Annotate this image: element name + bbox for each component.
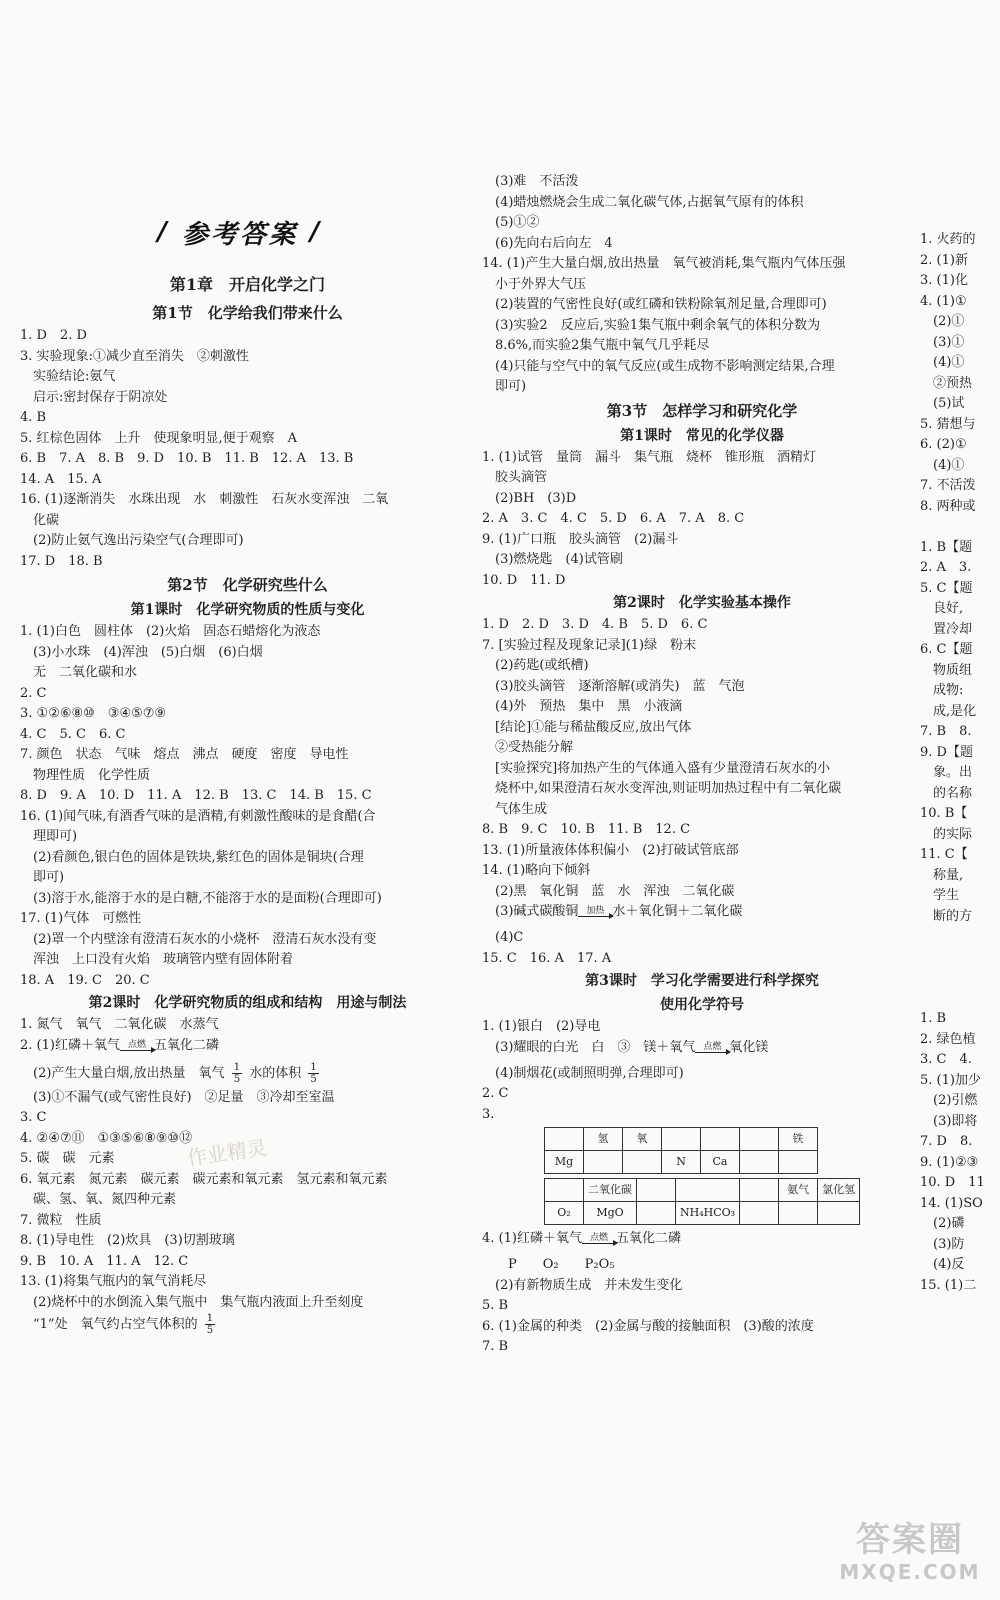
- table-cell: 氯化氢: [818, 1179, 860, 1202]
- reaction-arrow: 加热: [578, 906, 612, 917]
- answer-line: 3. ①②⑥⑧⑩ ③④⑤⑦⑨: [20, 706, 167, 721]
- table-cell: 氢: [584, 1128, 623, 1151]
- answer-line: 7. B: [482, 1339, 509, 1354]
- answer-line: 10. D 11. D: [482, 572, 566, 588]
- answer-line: (3)①: [920, 334, 965, 350]
- answer-line: 8. D 9. A 10. D 11. A 12. B 13. C 14. B 15. C: [20, 788, 372, 803]
- answer-line: 16. (1)逐渐消失 水珠出现 水 刺激性 石灰水变浑浊 二氧: [20, 492, 389, 507]
- section-heading: 第2节 化学研究些什么: [167, 576, 328, 594]
- answer-line-fraction: “1”处 氧气约占空气体积的 $\frac{1}{5}$: [20, 1313, 214, 1336]
- section1-answers: [20, 326, 475, 572]
- lesson-heading: 第2课时 化学实验基本操作: [613, 595, 791, 611]
- answer-line: [920, 968, 1000, 989]
- answer-line: 7. B 8.: [920, 724, 972, 739]
- table-cell: 铁: [779, 1128, 818, 1151]
- answer-line: 断的方: [920, 908, 973, 924]
- table-cell: [818, 1202, 860, 1225]
- table-cell: Ca: [701, 1151, 740, 1174]
- answer-line: 7. 不活泼: [920, 478, 976, 493]
- answer-line: 2. (1)新: [920, 252, 968, 268]
- reaction-arrow: 点燃: [695, 1042, 729, 1053]
- answer-line: 4. (1)①: [920, 293, 967, 309]
- answer-line: (3)实验2 反应后,实验1集气瓶中剩余氧气的体积分数为: [482, 317, 821, 333]
- answer-line: (4)蜡烛燃烧会生成二氧化碳气体,占据氧气原有的体积: [482, 194, 804, 210]
- answer-line-equation: 2. (1)红磷＋氧气 点燃 五氧化二磷: [20, 1037, 219, 1053]
- answer-line: (2)引燃: [920, 1093, 978, 1108]
- lesson1-answers: [482, 448, 922, 592]
- table-cell: N: [662, 1151, 701, 1174]
- lesson-heading: 第1课时 常见的化学仪器: [620, 427, 784, 444]
- answer-line: (4)只能与空气中的氧气反应(或生成物不影响测定结果,合理: [482, 358, 835, 374]
- table-cell: 氨气: [779, 1179, 818, 1202]
- answer-line: [920, 517, 1000, 538]
- table-cell: [662, 1128, 701, 1151]
- right-column-clipped: [920, 230, 1000, 1296]
- chapter-heading: 第1章 开启化学之门: [169, 275, 326, 294]
- table-cell: O₂: [545, 1202, 584, 1225]
- answer-line: 成,是化: [920, 703, 977, 719]
- answer-line: 小于外界大气压: [482, 276, 587, 292]
- answer-line: (3)溶于水,能溶于水的是白糖,不能溶于水的是面粉(合理即可): [20, 890, 382, 906]
- answer-line: 3. C 4.: [920, 1052, 972, 1067]
- answer-line: 9. B 10. A 11. A 12. C: [20, 1253, 189, 1269]
- answer-line: (3)胶头滴管 逐渐溶解(或消失) 蓝 气泡: [482, 678, 745, 694]
- table-cell: [740, 1202, 779, 1225]
- lesson2-answers: [482, 615, 922, 902]
- answer-line: 8. (1)导电性 (2)炊具 (3)切割玻璃: [20, 1233, 235, 1248]
- table-cell: [637, 1202, 676, 1225]
- answer-line: (3)即将: [920, 1113, 978, 1129]
- answer-line: [920, 927, 1000, 948]
- answer-line: 4. ②④⑦⑪ ①③⑤⑥⑧⑨⑩⑫: [20, 1130, 193, 1146]
- answer-line: 1. B【题: [920, 539, 973, 555]
- continued-answers: [482, 172, 922, 398]
- answer-line: 3. 实验现象:①减少直至消失 ②刺激性: [20, 348, 249, 364]
- table-cell: NH₄HCO₃: [676, 1202, 740, 1225]
- answer-line: (2)看颜色,银白色的固体是铁块,紫红色的固体是铜块(合理: [20, 849, 364, 865]
- table-cell: [637, 1179, 676, 1202]
- answer-line: 1. 氮气 氧气 二氧化碳 水蒸气: [20, 1017, 219, 1032]
- table-cell: [740, 1179, 779, 1202]
- answer-line: (3)防: [920, 1236, 965, 1252]
- answer-line: 5. C【题: [920, 580, 973, 596]
- answer-line: (4)①: [920, 355, 965, 370]
- answer-line: (3)①不漏气(或气密性良好) ②足量 ③冷却至室温: [20, 1089, 335, 1105]
- lesson3-answers: [482, 1064, 922, 1126]
- answer-line: 1. D 2. D 3. D 4. B 5. D 6. C: [482, 617, 708, 632]
- answer-line: 8. B 9. C 10. B 11. B 12. C: [482, 822, 691, 837]
- faint-watermark-stamp: 作业精灵: [185, 1135, 269, 1171]
- answer-line: [结论]①能与稀盐酸反应,放出气体: [482, 719, 692, 735]
- fraction: $\frac{1}{5}$: [310, 1061, 317, 1085]
- answer-line: 2. C: [20, 685, 47, 701]
- answer-line-equation: (3)碱式碳酸铜 加热 水＋氧化铜＋二氧化碳: [482, 904, 743, 919]
- answer-line: 6. 氧元素 氮元素 碳元素 碳元素和氧元素 氢元素和氧元素: [20, 1171, 388, 1187]
- answer-line: 14. (1)SO: [920, 1195, 983, 1211]
- table-cell: [740, 1128, 779, 1151]
- table-cell: Mg: [545, 1151, 584, 1174]
- answer-line: 象。出: [920, 765, 973, 780]
- answer-line: 14. A 15. A: [20, 471, 102, 487]
- lesson1-answers: [20, 622, 475, 991]
- answer-line: 称量,: [920, 867, 964, 883]
- answer-line: (3)小水珠 (4)浑浊 (5)白烟 (6)白烟: [20, 644, 263, 660]
- lesson-heading: 使用化学符号: [660, 997, 744, 1013]
- answer-line-equation: 4. (1)红磷＋氧气 点燃 五氧化二磷: [482, 1231, 681, 1246]
- answer-line: 4. C 5. C 6. C: [20, 726, 126, 742]
- answer-line: (4)外 预热 集中 黑 小液滴: [482, 699, 683, 714]
- answer-line: (2)①: [920, 314, 965, 329]
- answer-line: 物理性质 化学性质: [20, 767, 151, 783]
- table-cell: [740, 1151, 779, 1174]
- answer-lines: [482, 928, 922, 969]
- table-cell: [584, 1151, 623, 1174]
- answer-line: 1. (1)试管 量筒 漏斗 集气瓶 烧杯 锥形瓶 酒精灯: [482, 449, 816, 465]
- answer-line: 16. (1)闻气味,有酒香气味的是酒精,有刺激性酸味的是食醋(合: [20, 808, 376, 824]
- answer-line: 即可): [20, 870, 65, 885]
- table-cell: [623, 1151, 662, 1174]
- answer-line: P O₂ P₂O₅: [482, 1257, 615, 1272]
- answer-line: 11. C【: [920, 847, 968, 862]
- answer-line: (6)先向右后向左 4: [482, 235, 613, 251]
- answer-line: 7. [实验过程及现象记录](1)绿 粉末: [482, 637, 697, 653]
- answer-line: 6. B 7. A 8. B 9. D 10. B 11. B 12. A 13. B: [20, 451, 354, 466]
- answer-line: 1. (1)银白 (2)导电: [482, 1019, 601, 1034]
- answer-line: (4)反: [920, 1257, 965, 1272]
- lesson-heading: 第2课时 化学研究物质的组成和结构 用途与制法: [88, 995, 407, 1011]
- table-cell: 氧: [623, 1128, 662, 1151]
- reaction-arrow: 点燃: [582, 1233, 616, 1244]
- answer-line: [实验探究]将加热产生的气体通入盛有少量澄清石灰水的小: [482, 760, 831, 776]
- answer-line: (4)制烟花(或制照明弹,合理即可): [482, 1065, 684, 1081]
- answer-line: [920, 989, 1000, 1010]
- answer-line-equation: (3)耀眼的白光 白 ③ 镁＋氧气 点燃 氧化镁: [482, 1039, 769, 1055]
- answer-line: ②受热能分解: [482, 740, 574, 755]
- table-cell: [676, 1179, 740, 1202]
- answer-line: 9. (1)②③: [920, 1154, 979, 1170]
- answer-line: 成物:: [920, 683, 964, 698]
- answer-line: (3)燃烧匙 (4)试管刷: [482, 552, 623, 567]
- answer-line: (2)药匙(或纸槽): [482, 658, 589, 673]
- answer-line: 的名称: [920, 785, 973, 801]
- lesson-heading: 第1课时 化学研究物质的性质与变化: [130, 602, 365, 618]
- answer-line: 6. C【题: [920, 642, 973, 657]
- answer-line: 5. (1)加少: [920, 1072, 981, 1088]
- answer-line: 1. B: [920, 1011, 947, 1026]
- answer-line: 2. C: [482, 1086, 509, 1101]
- answer-line: 18. A 19. C 20. C: [20, 972, 150, 988]
- answer-line: 置冷却: [920, 621, 973, 637]
- answer-line: (5)①②: [482, 215, 540, 230]
- answer-line: 碳、氢、氧、氮四种元素: [20, 1192, 177, 1207]
- answer-line: 14. (1)略向下倾斜: [482, 863, 591, 878]
- answer-line: 17. D 18. B: [20, 553, 103, 569]
- answer-title-banner: / 参考答案 /: [125, 212, 355, 252]
- lesson3-answers: [482, 1017, 922, 1038]
- answer-line: 学生: [920, 888, 960, 903]
- table-cell: [545, 1128, 584, 1151]
- table-cell: MgO: [584, 1202, 637, 1225]
- answer-line: 15. C 16. A 17. A: [482, 950, 612, 966]
- answer-line: 10. D 11: [920, 1175, 985, 1190]
- answer-line: 13. (1)将集气瓶内的氧气消耗尽: [20, 1274, 207, 1289]
- answer-line: 烧杯中,如果澄清石灰水变浑浊,则证明加热过程中有二氧化碳: [482, 781, 842, 796]
- answer-line: 3. C: [20, 1110, 47, 1125]
- reaction-arrow: 点燃: [120, 1040, 154, 1051]
- answer-line: 9. D【题: [920, 744, 973, 760]
- answer-line: 17. (1)气体 可燃性: [20, 911, 142, 926]
- answer-line: [920, 948, 1000, 969]
- answer-line: 5. B: [482, 1298, 509, 1313]
- answer-title: 参考答案: [181, 219, 298, 250]
- answer-line: 6. (2)①: [920, 437, 967, 452]
- answer-lines: [482, 1276, 922, 1358]
- element-table: [544, 1127, 818, 1174]
- answer-line: 7. 微粒 性质: [20, 1212, 102, 1228]
- answer-line: 14. (1)产生大量白烟,放出热量 氧气被消耗,集气瓶内气体压强: [482, 256, 846, 271]
- section-heading: 第1节 化学给我们带来什么: [152, 304, 343, 322]
- answer-line: (4)C: [482, 930, 524, 945]
- answer-line: (2)防止氨气逸出污染空气(合理即可): [20, 533, 244, 548]
- answer-line: 胶头滴管: [482, 470, 548, 485]
- answer-line: ②预热: [920, 375, 973, 391]
- site-watermark: 答案圈 MXQE.COM: [839, 1520, 981, 1584]
- answer-line: 良好,: [920, 601, 964, 616]
- answer-line: 13. (1)所量液体体积偏小 (2)打破试管底部: [482, 842, 739, 858]
- answer-line: (4)①: [920, 457, 965, 473]
- table-cell: [545, 1179, 584, 1202]
- answer-line: 即可): [482, 379, 527, 394]
- answer-line: 物质组: [920, 662, 973, 678]
- answer-line: 2. A 3. C 4. C 5. D 6. A 7. A 8. C: [482, 511, 745, 526]
- answer-line: (2)BH (3)D: [482, 490, 577, 506]
- answer-line: 1. (1)白色 圆柱体 (2)火焰 固态石蜡熔化为液态: [20, 624, 321, 639]
- answer-line: 理即可): [20, 829, 78, 844]
- answer-line: 1. 火药的: [920, 232, 976, 247]
- answer-line: 6. (1)金属的种类 (2)金属与酸的接触面积 (3)酸的浓度: [482, 1318, 814, 1334]
- answer-line: 10. B【: [920, 806, 968, 821]
- answer-line: 5. 红棕色固体 上升 使现象明显,便于观察 A: [20, 430, 298, 446]
- answer-line: 8.6%,而实验2集气瓶中氧气几乎耗尽: [482, 338, 710, 353]
- answer-line: 3. (1)化: [920, 273, 968, 288]
- compound-table: [544, 1178, 860, 1225]
- answer-line: 2. A 3.: [920, 560, 972, 575]
- answer-line: (2)装置的气密性良好(或红磷和铁粉除氧剂足量,合理即可): [482, 297, 827, 312]
- answer-line: 7. 颜色 状态 气味 熔点 沸点 硬度 密度 导电性: [20, 747, 349, 762]
- answer-line: 实验结论:氨气: [20, 369, 116, 384]
- answer-line: 9. (1)广口瓶 胶头滴管 (2)漏斗: [482, 531, 679, 547]
- answer-line: 5. 猜想与: [920, 416, 976, 432]
- lesson-heading: 第3课时 学习化学需要进行科学探究: [585, 973, 819, 989]
- middle-column: [482, 172, 922, 1358]
- answer-line: (2)黑 氧化铜 蓝 水 浑浊 二氧化碳: [482, 883, 735, 899]
- answer-line: (2)磷: [920, 1216, 965, 1231]
- table-cell: [779, 1202, 818, 1225]
- answer-line: 的实际: [920, 826, 973, 842]
- answer-line: 启示:密封保存于阴凉处: [20, 389, 168, 405]
- section-heading: 第3节 怎样学习和研究化学: [606, 401, 798, 420]
- element-table-block: [482, 1127, 922, 1225]
- answer-line: (3)难 不活泼: [482, 174, 579, 189]
- table-cell: [779, 1151, 818, 1174]
- answer-line: 15. (1)二: [920, 1277, 977, 1293]
- table-cell: 二氧化碳: [584, 1179, 637, 1202]
- answer-line: 8. 两种或: [920, 498, 976, 514]
- fraction: $\frac{1}{5}$: [233, 1061, 241, 1085]
- answer-line: 7. D 8.: [920, 1134, 973, 1149]
- answer-line: 5. 碳 碳 元素: [20, 1151, 115, 1166]
- answer-line: 气体生成: [482, 801, 548, 817]
- fraction: $\frac{1}{5}$: [206, 1313, 214, 1336]
- answer-line: 化碳: [20, 512, 60, 528]
- answer-line: 浑浊 上口没有火焰 玻璃管内壁有固体附着: [20, 952, 294, 967]
- answer-line: (2)有新物质生成 并未发生变化: [482, 1277, 683, 1293]
- answer-line: 2. 绿色植: [920, 1031, 976, 1047]
- answer-line: 1. D 2. D: [20, 328, 87, 343]
- answer-line: 无 二氧化碳和水: [20, 665, 138, 680]
- answer-line: 4. B: [20, 410, 47, 425]
- answer-line: (5)试: [920, 396, 965, 411]
- answer-line-fraction: (2)产生大量白烟,放出热量 氧气 $\frac{1}{5}$ 水的体积 $\frac{1}{5}$: [20, 1061, 317, 1085]
- answer-line: 3.: [482, 1106, 495, 1122]
- answer-line: (2)烧杯中的水倒流入集气瓶中 集气瓶内液面上升至刻度: [20, 1294, 364, 1310]
- table-cell: [701, 1128, 740, 1151]
- answer-line: (2)罩一个内壁涂有澄清石灰水的小烧杯 澄清石灰水没有变: [20, 931, 377, 947]
